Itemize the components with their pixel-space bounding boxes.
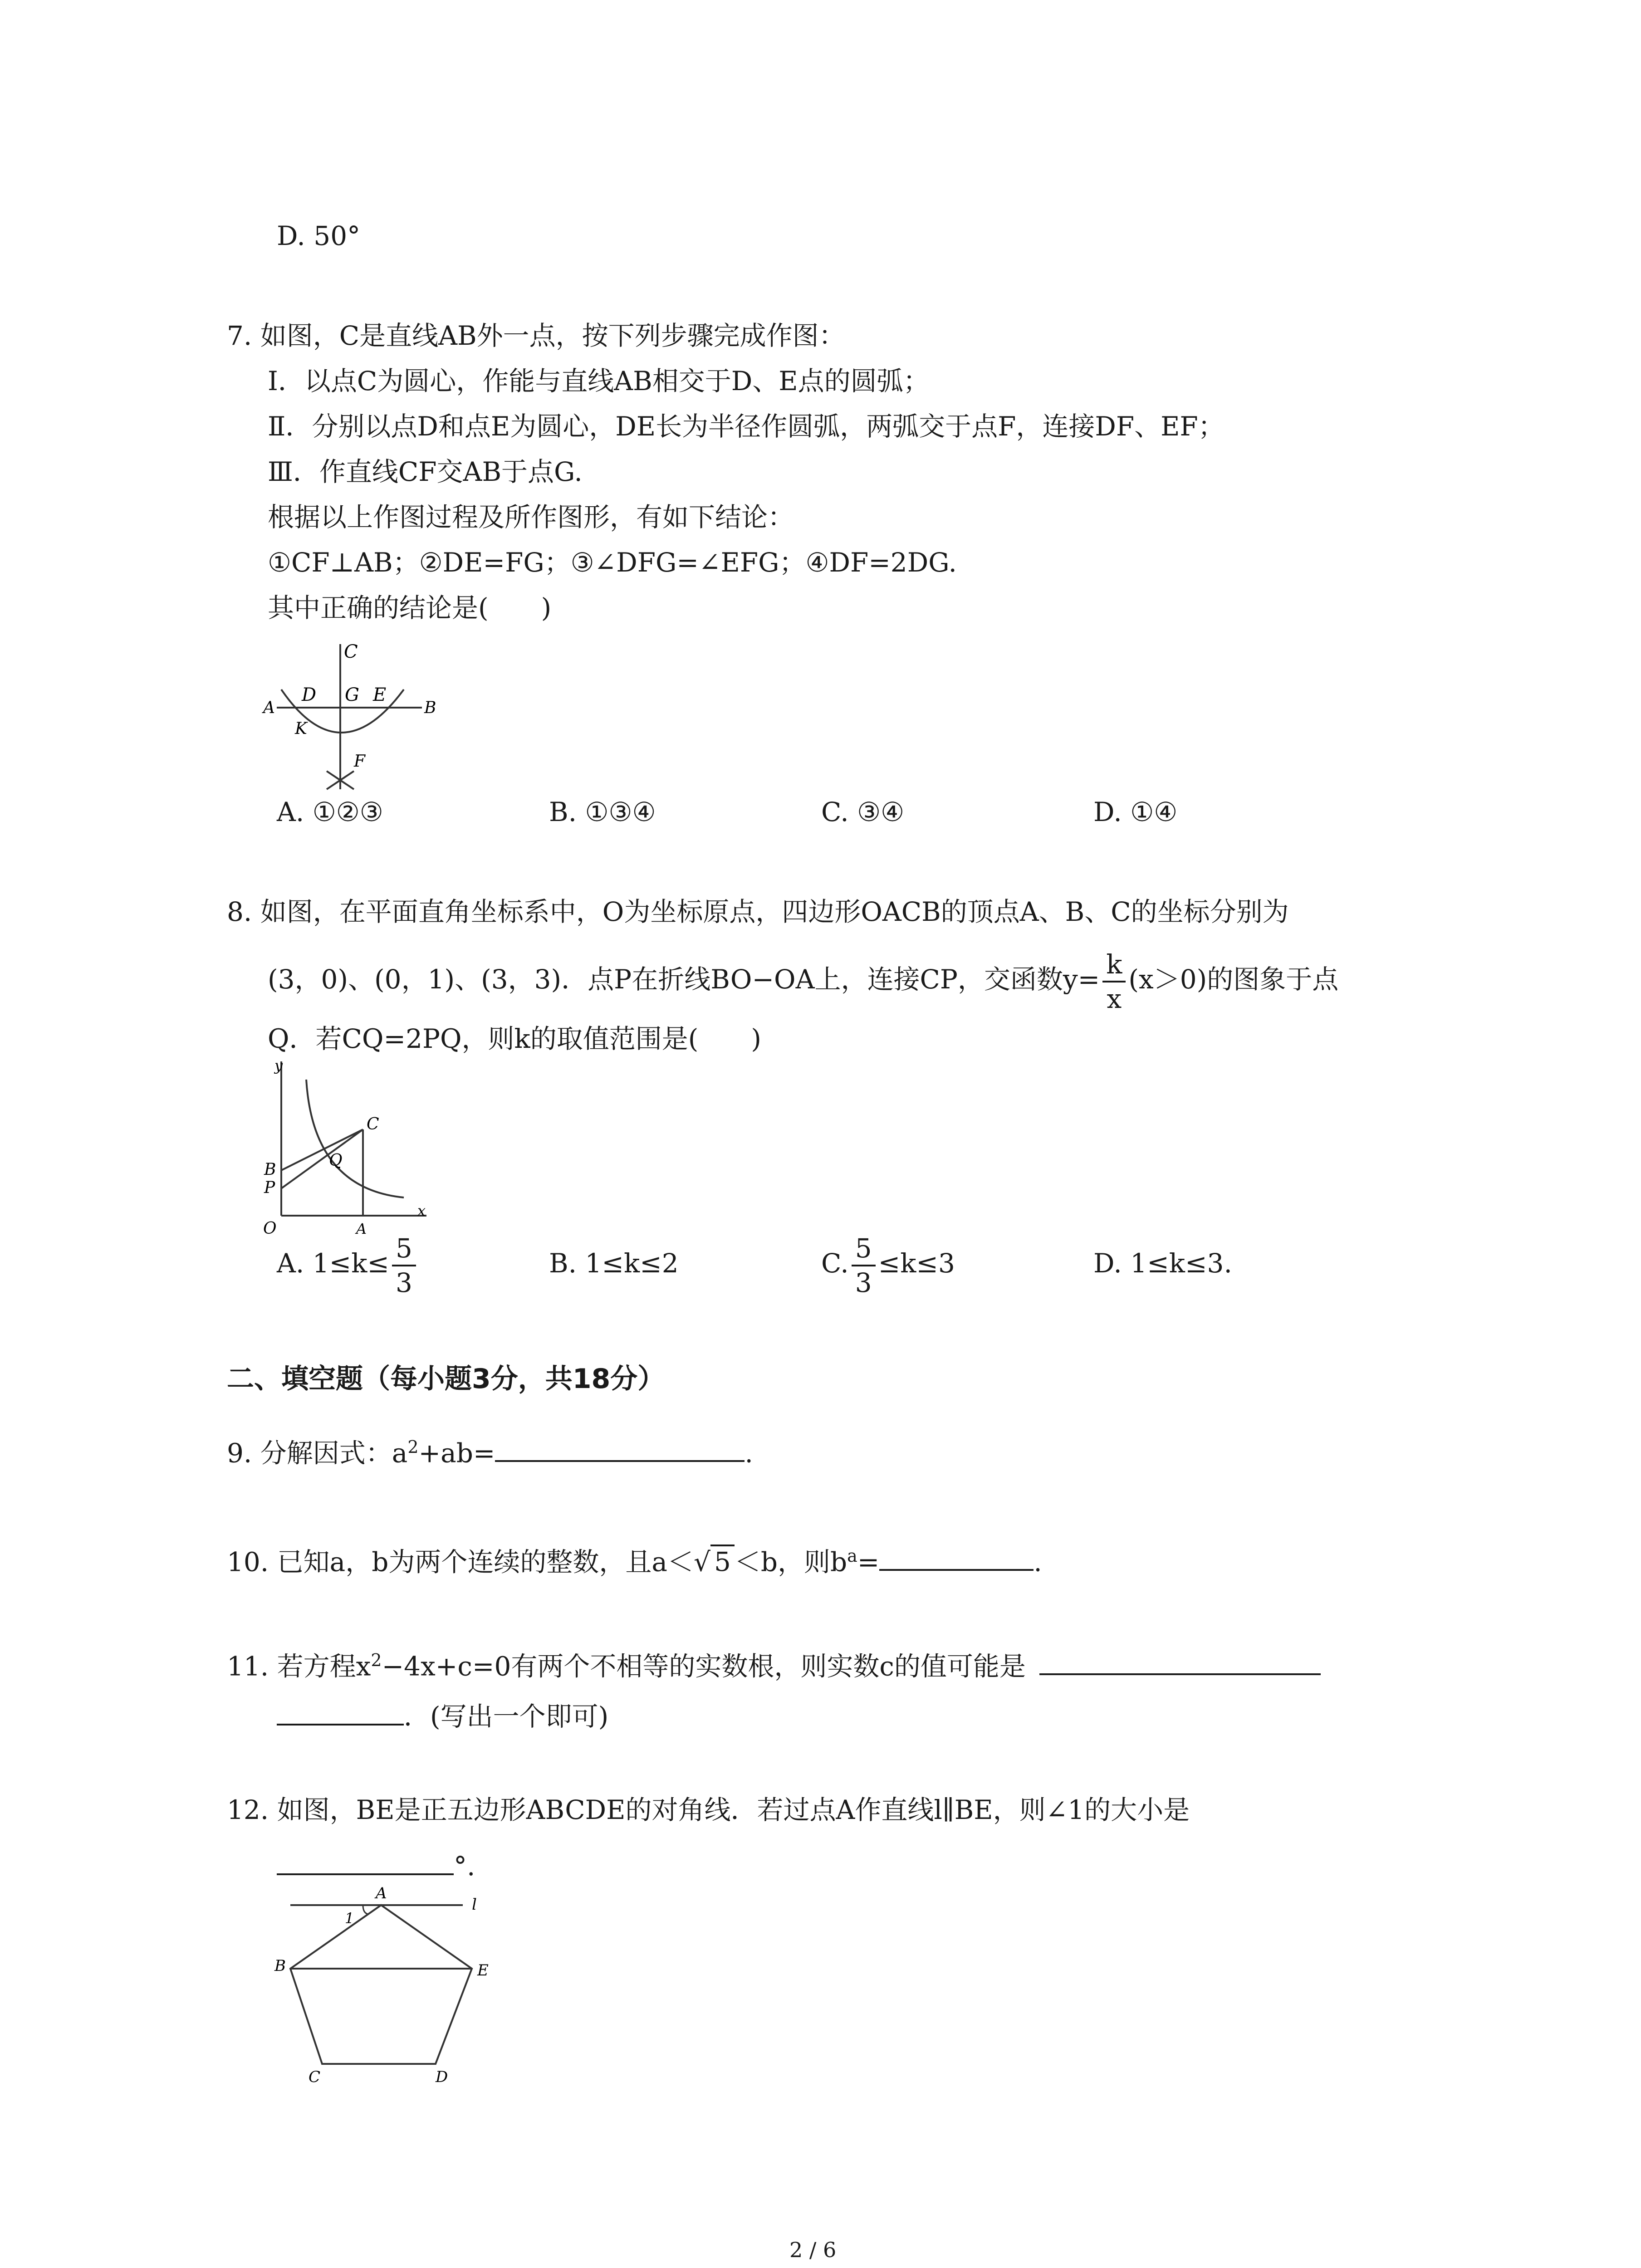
q7-option-c: C. ③④ <box>821 797 905 827</box>
q12-label-c: C <box>309 2068 321 2086</box>
q8-label-p: P <box>264 1178 275 1197</box>
q7-label-f: F <box>354 752 365 771</box>
q7-label-g: G <box>345 684 359 705</box>
q7-option-a: A. ①②③ <box>277 797 383 827</box>
q9-sup: 2 <box>407 1437 419 1457</box>
q12-label-b: B <box>274 1957 286 1975</box>
q8-option-c-den: 3 <box>855 1267 872 1298</box>
q12-text: 12. 如图，BE是正五边形ABCDE的对角线．若过点A作直线l∥BE，则∠1的大小是 <box>227 1794 1190 1825</box>
q10-sqrt-sign: √ <box>693 1546 710 1578</box>
q11-line2-text: ．(写出一个即可) <box>404 1701 609 1732</box>
q8-line2-a: (3，0)、(0，1)、(3，3)．点P在折线BO−OA上，连接CP，交函数y= <box>268 964 1100 995</box>
q8-fraction <box>1102 948 1126 1015</box>
q8-option-c-fraction <box>852 1232 876 1299</box>
q7-label-b: B <box>424 699 436 717</box>
q12-label-one: 1 <box>345 1910 354 1927</box>
q8-label-c: C <box>367 1115 379 1134</box>
q8-label-b: B <box>264 1160 276 1179</box>
q11-line1 <box>227 1642 1321 1684</box>
q6-option-d: D. 50° <box>277 220 361 251</box>
q8-option-a <box>277 1229 419 1299</box>
q12-figure <box>272 1878 508 2087</box>
q12-answer-blank[interactable] <box>277 1846 454 1875</box>
q8-line3: Q．若CQ=2PQ，则k的取值范围是( ) <box>268 1023 761 1054</box>
q8-label-q: Q <box>329 1151 343 1170</box>
q7-label-e: E <box>373 684 387 705</box>
q8-frac-num: k <box>1102 948 1126 982</box>
q8-option-d: D. 1≤k≤3. <box>1093 1248 1232 1279</box>
q10-end: . <box>1034 1546 1042 1578</box>
q10-text-post: = <box>857 1546 880 1578</box>
q7-step3: Ⅲ．作直线CF交AB于点G. <box>268 456 583 487</box>
q7-option-d: D. ①④ <box>1093 797 1178 827</box>
q7-option-b: B. ①③④ <box>549 797 656 827</box>
q11-text-post: −4x+c=0有两个不相等的实数根，则实数c的值可能是 <box>382 1651 1026 1682</box>
q11-line2 <box>277 1696 608 1735</box>
q8-option-a-num: 5 <box>392 1232 416 1266</box>
q8-curve <box>306 1080 404 1198</box>
q8-option-a-den: 3 <box>396 1267 412 1298</box>
q7-label-a: A <box>263 699 275 717</box>
q10-sqrt-value: 5 <box>710 1545 735 1577</box>
q7-lead: 根据以上作图过程及所作图形，有如下结论： <box>268 502 794 533</box>
q11-answer-blank-1[interactable] <box>1039 1646 1321 1675</box>
q7-step1: Ⅰ．以点C为圆心，作能与直线AB相交于D、E点的圆弧； <box>268 366 930 396</box>
q8-line2-b: (x＞0)的图象于点 <box>1128 964 1339 995</box>
q8-option-a-fraction <box>392 1232 416 1299</box>
q8-option-c-pre: C. <box>821 1248 849 1279</box>
q8-option-c-num: 5 <box>852 1232 876 1266</box>
q8-option-b: B. 1≤k≤2 <box>549 1248 679 1279</box>
q10 <box>227 1538 1042 1580</box>
q9-answer-blank[interactable] <box>495 1433 745 1462</box>
q8-figure <box>254 1052 445 1234</box>
q10-sup: a <box>847 1546 857 1566</box>
q7-ask: 其中正确的结论是( ) <box>268 592 552 623</box>
q9-text-post: +ab= <box>418 1437 495 1469</box>
q7-label-d: D <box>302 684 317 705</box>
q10-answer-blank[interactable] <box>879 1542 1034 1571</box>
q7-step2: Ⅱ．分别以点D和点E为圆心，DE长为半径作圆弧，两弧交于点F，连接DF、EF； <box>268 411 1225 442</box>
q10-text-pre: 10. 已知a，b为两个连续的整数，且a＜ <box>227 1546 694 1578</box>
q7-stem: 7. 如图，C是直线AB外一点，按下列步骤完成作图： <box>227 320 845 351</box>
q9-text-pre: 9. 分解因式：a <box>227 1437 408 1469</box>
q9 <box>227 1429 753 1471</box>
q12-label-a: A <box>376 1884 387 1902</box>
page-number: 2 / 6 <box>789 2238 837 2262</box>
q8-label-y: y <box>274 1057 283 1074</box>
section-heading: 二、填空题（每小题3分，共18分） <box>227 1363 665 1395</box>
q10-text-mid: ＜b，则b <box>734 1546 847 1578</box>
q12-label-e: E <box>477 1961 489 1980</box>
q12-end: °. <box>454 1851 475 1882</box>
q8-line1: 8. 如图，在平面直角坐标系中，O为坐标原点，四边形OACB的顶点A、B、C的坐标分别为 <box>227 896 1289 927</box>
q8-label-a: A <box>356 1220 367 1234</box>
q8-line2 <box>268 948 1338 1015</box>
q9-end: . <box>745 1437 753 1469</box>
q8-option-a-pre: A. 1≤k≤ <box>277 1248 390 1279</box>
q7-conclusions: ①CF⊥AB；②DE=FG；③∠DFG=∠EFG；④DF=2DG. <box>268 547 957 578</box>
q12-pentagon <box>290 1905 472 2064</box>
q11-sup: 2 <box>371 1650 382 1670</box>
q8-option-c-post: ≤k≤3 <box>878 1248 955 1279</box>
q7-label-k: K <box>295 719 307 738</box>
q11-answer-blank-2[interactable] <box>277 1696 404 1725</box>
q8-label-x: x <box>417 1202 426 1219</box>
q12-angle-mark <box>363 1905 368 1914</box>
q8-option-c <box>821 1229 955 1299</box>
q7-label-c: C <box>344 641 358 662</box>
q12-label-d: D <box>436 2068 448 2086</box>
q7-figure <box>254 635 463 798</box>
q8-label-o: O <box>263 1219 277 1234</box>
q8-frac-den: x <box>1107 983 1122 1014</box>
q11-text-pre: 11. 若方程x <box>227 1651 371 1682</box>
q8-segment-bc <box>281 1129 363 1170</box>
q12-label-l: l <box>472 1896 477 1914</box>
